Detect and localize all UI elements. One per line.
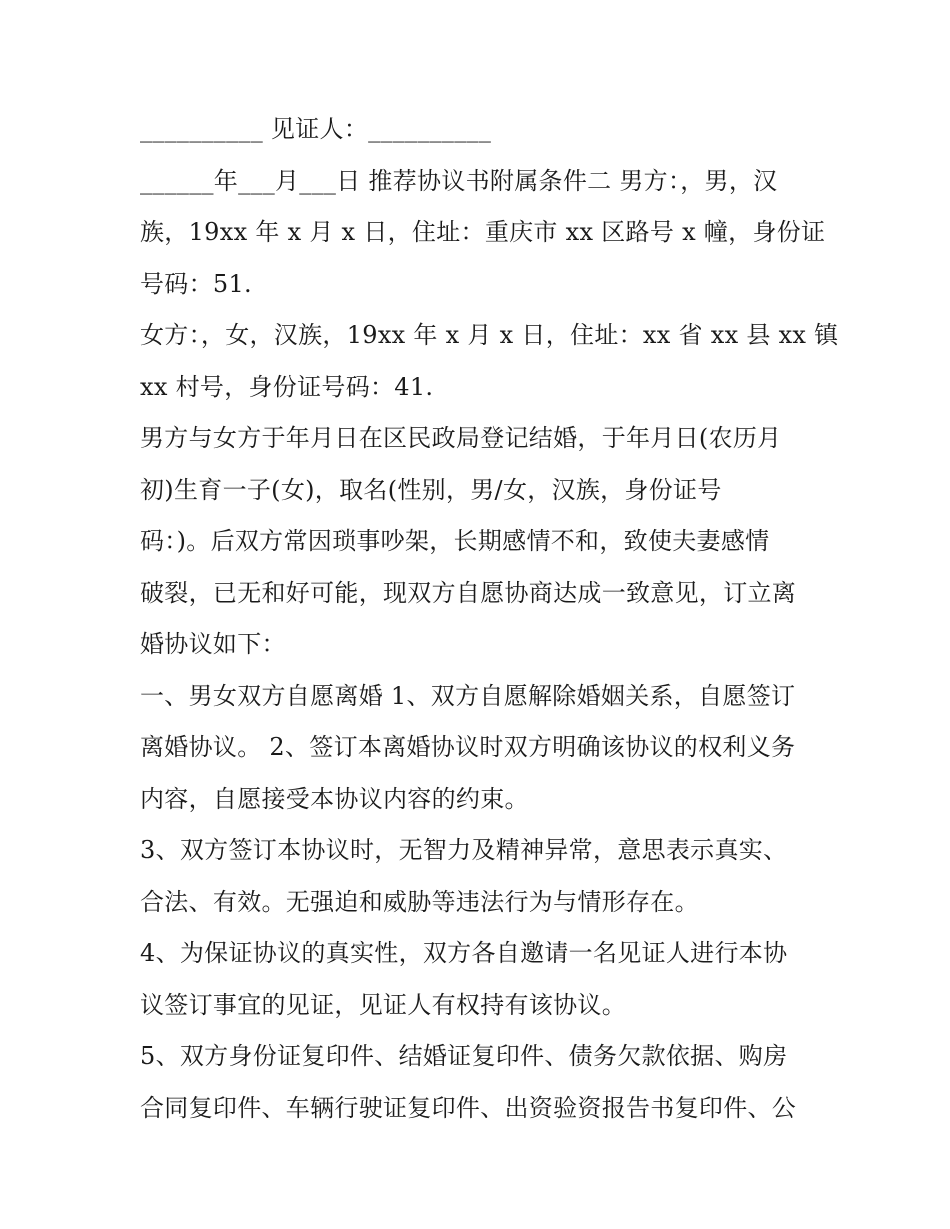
text-line: 合法、有效。无强迫和威胁等违法行为与情形存在。 bbox=[140, 887, 699, 916]
text-line: 3、双方签订本协议时，无智力及精神异常，意思表示真实、 bbox=[140, 836, 788, 864]
text-line: 议签订事宜的见证，见证人有权持有该协议。 bbox=[140, 990, 626, 1019]
text-line: 婚协议如下： bbox=[140, 630, 286, 658]
text-line: 5、双方身份证复印件、结婚证复印件、债务欠款依据、购房 bbox=[140, 1042, 788, 1070]
text-line: 女方：，女，汉族，19xx 年 x 月 x 日，住址：xx 省 xx 县 xx 镇 bbox=[140, 321, 839, 349]
text-line: 初)生育一子(女)，取名(性别，男/女，汉族，身份证号 bbox=[140, 475, 722, 504]
text-line: 破裂，已无和好可能，现双方自愿协商达成一致意见，订立离 bbox=[140, 578, 797, 607]
text-line: 号码：51. bbox=[140, 269, 252, 298]
text-line: 一、男女双方自愿离婚 1、双方自愿解除婚姻关系，自愿签订 bbox=[140, 681, 796, 710]
document-body bbox=[140, 104, 839, 1134]
text-line: 4、为保证协议的真实性，双方各自邀请一名见证人进行本协 bbox=[140, 939, 788, 967]
text-line: 男方与女方于年月日在区民政局登记结婚，于年月日(农历月 bbox=[140, 424, 782, 452]
text-line: 离婚协议。 2、签订本离婚协议时双方明确该协议的权利义务 bbox=[140, 733, 796, 761]
text-line: 族，19xx 年 x 月 x 日，住址：重庆市 xx 区路号 x 幢，身份证 bbox=[140, 218, 826, 246]
text-line: ______年___月___日 推荐协议书附属条件二 男方：，男，汉 bbox=[140, 166, 778, 195]
text-line: 码：)。后双方常因琐事吵架，长期感情不和，致使夫妻感情 bbox=[140, 527, 770, 555]
text-line: xx 村号，身份证号码：41. bbox=[140, 372, 434, 401]
text-line: 合同复印件、车辆行驶证复印件、出资验资报告书复印件、公 bbox=[140, 1093, 797, 1122]
text-line: 内容，自愿接受本协议内容的约束。 bbox=[140, 784, 529, 813]
witness-signature-line: __________ 见证人：__________ bbox=[140, 115, 492, 143]
